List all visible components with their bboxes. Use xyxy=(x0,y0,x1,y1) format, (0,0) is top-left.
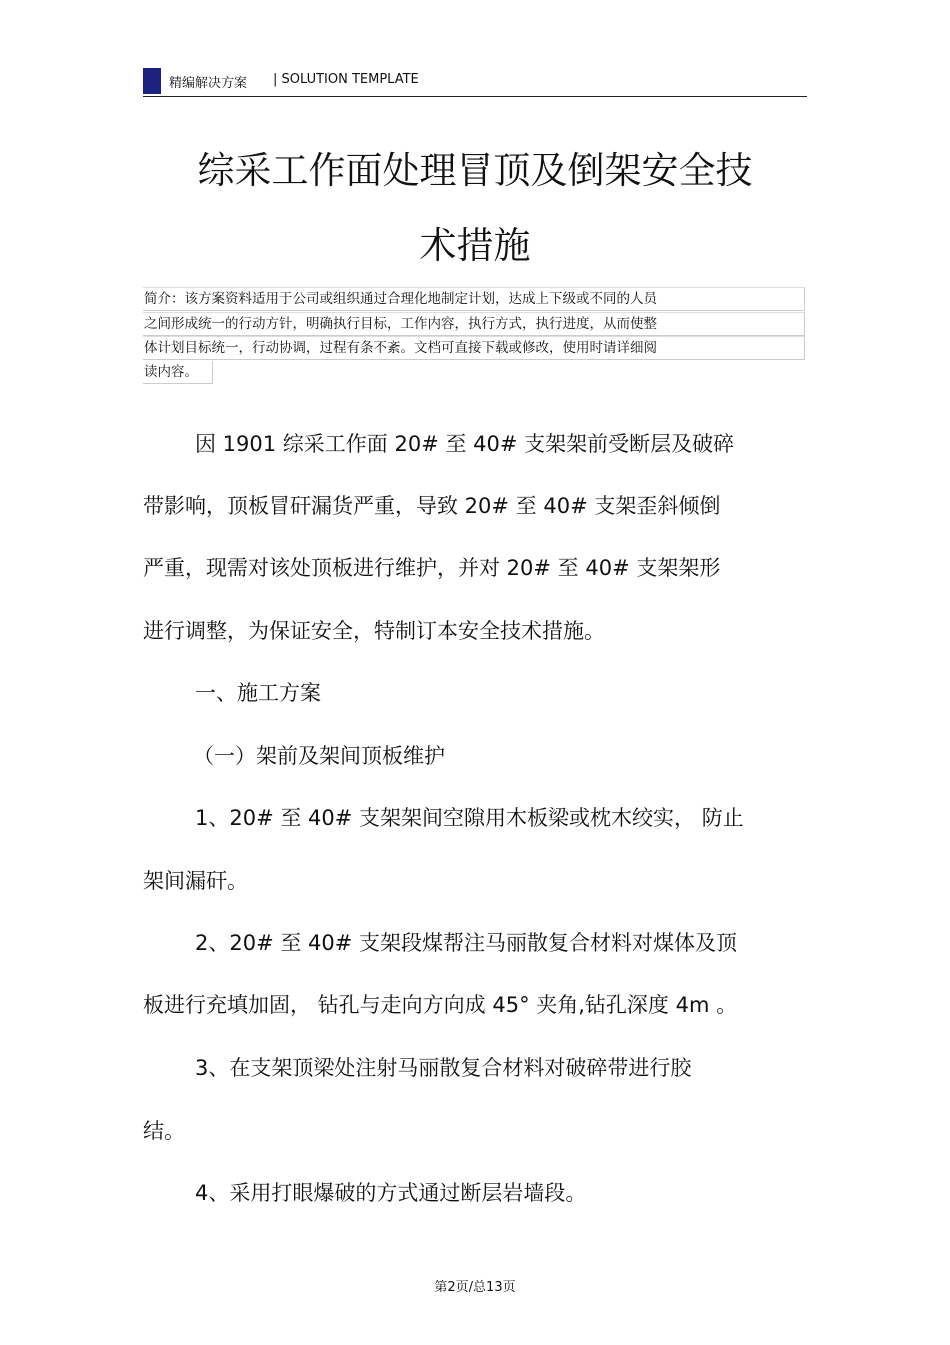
header-template: | SOLUTION TEMPLATE xyxy=(273,72,419,87)
body-paragraph-line: 带影响，顶板冒矸漏货严重，导致 20# 至 40# 支架歪斜倾倒 xyxy=(143,494,721,518)
subsection-heading: （一）架前及架间顶板维护 xyxy=(193,744,445,768)
section-heading: 一、施工方案 xyxy=(195,681,321,705)
logo-icon xyxy=(143,68,161,94)
body-paragraph-line: 因 1901 综采工作面 20# 至 40# 支架架前受断层及破碎 xyxy=(195,432,735,456)
body-paragraph-line: 进行调整，为保证安全，特制订本安全技术措施。 xyxy=(143,619,605,643)
body-paragraph-line: 结。 xyxy=(143,1119,185,1143)
summary-line: 读内容。 xyxy=(143,361,807,386)
body-paragraph-line: 架间漏矸。 xyxy=(143,869,248,893)
page-header xyxy=(143,64,807,97)
summary-line: 体计划目标统一，行动协调，过程有条不紊。文档可直接下载或修改，使用时请详细阅 xyxy=(143,336,807,361)
body-paragraph-line: 2、20# 至 40# 支架段煤帮注马丽散复合材料对煤体及顶 xyxy=(195,931,738,955)
body-paragraph-line: 1、20# 至 40# 支架架间空隙用木板梁或枕木绞实， 防止 xyxy=(195,806,744,830)
body-paragraph-line: 3、在支架顶梁处注射马丽散复合材料对破碎带进行胶 xyxy=(195,1056,692,1080)
page-number: 第2页/总13页 xyxy=(434,1280,516,1295)
document-title-line-1: 综采工作面处理冒顶及倒架安全技 xyxy=(197,149,753,192)
summary-box xyxy=(143,287,807,385)
body-paragraph-line: 严重，现需对该处顶板进行维护，并对 20# 至 40# 支架架形 xyxy=(143,556,721,580)
header-brand: 精编解决方案 xyxy=(169,76,248,91)
summary-line: 简介：该方案资料适用于公司或组织通过合理化地制定计划，达成上下级或不同的人员 xyxy=(143,287,807,312)
summary-line: 之间形成统一的行动方针，明确执行目标，工作内容，执行方式，执行进度，从而使整 xyxy=(143,312,807,337)
document-title-line-2: 术措施 xyxy=(419,224,531,267)
body-paragraph-line: 板进行充填加固， 钻孔与走向方向成 45° 夹角,钻孔深度 4m 。 xyxy=(143,993,738,1017)
body-paragraph-line: 4、采用打眼爆破的方式通过断层岩墙段。 xyxy=(195,1181,587,1205)
